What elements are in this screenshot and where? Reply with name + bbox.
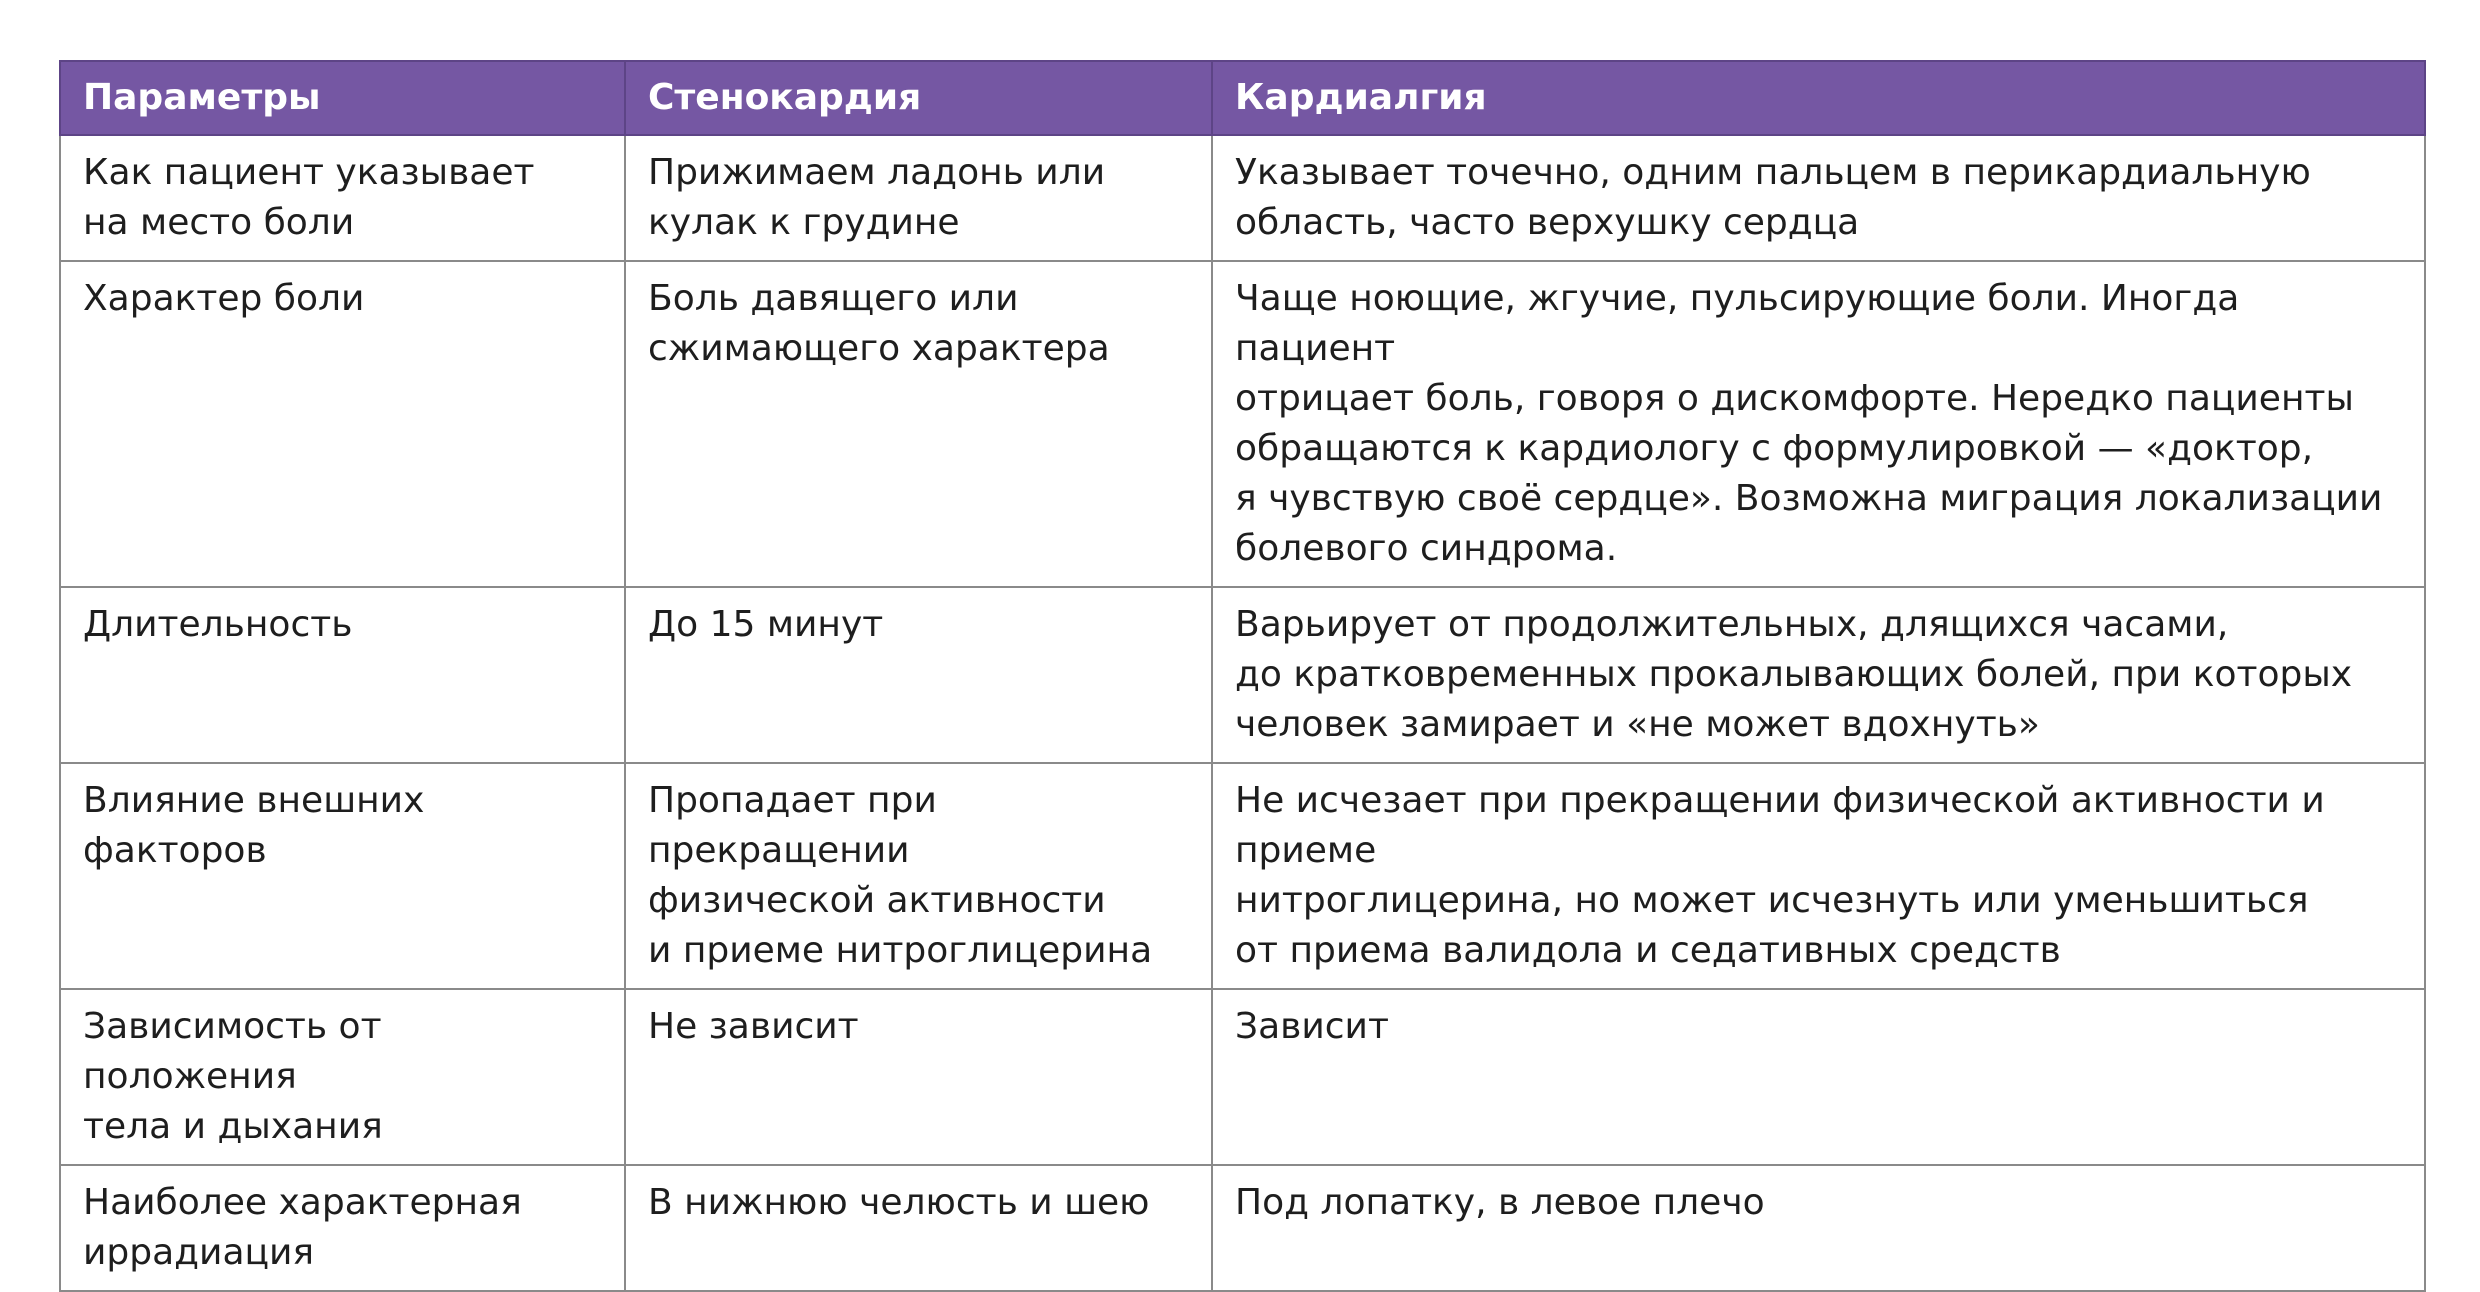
table-body <box>60 135 2425 1291</box>
table-row <box>60 763 2425 989</box>
cell-angina: В нижнюю челюсть и шею <box>625 1165 1212 1291</box>
table-row <box>60 261 2425 587</box>
cell-angina: Боль давящего или сжимающего характера <box>625 261 1212 587</box>
cell-angina: Прижимаем ладонь или кулак к грудине <box>625 135 1212 261</box>
header-parameters: Параметры <box>60 61 625 135</box>
comparison-table-container <box>59 60 2424 1292</box>
cell-cardialgia: Зависит <box>1212 989 2425 1165</box>
cell-parameter: Наиболее характерная иррадиация <box>60 1165 625 1291</box>
cell-cardialgia: Чаще ноющие, жгучие, пульсирующие боли. Иногда пациент отрицает боль, говоря о дискомфорте. Нередко пациенты обращаются к кардиологу с формулировкой — «доктор, я чувствую своё сердце». Возможна миграция локализации болевого синдрома. <box>1212 261 2425 587</box>
table-row <box>60 587 2425 763</box>
cell-parameter: Длительность <box>60 587 625 763</box>
comparison-table <box>59 60 2426 1292</box>
cell-angina: Не зависит <box>625 989 1212 1165</box>
header-row <box>60 61 2425 135</box>
cell-cardialgia: Не исчезает при прекращении физической активности и приеме нитроглицерина, но может исчезнуть или уменьшиться от приема валидола и седативных средств <box>1212 763 2425 989</box>
cell-parameter: Зависимость от положения тела и дыхания <box>60 989 625 1165</box>
table-row <box>60 1165 2425 1291</box>
cell-parameter: Влияние внешних факторов <box>60 763 625 989</box>
cell-parameter: Как пациент указывает на место боли <box>60 135 625 261</box>
header-angina: Стенокардия <box>625 61 1212 135</box>
cell-angina: Пропадает при прекращении физической активности и приеме нитроглицерина <box>625 763 1212 989</box>
cell-angina: До 15 минут <box>625 587 1212 763</box>
cell-parameter: Характер боли <box>60 261 625 587</box>
table-row <box>60 135 2425 261</box>
cell-cardialgia: Указывает точечно, одним пальцем в перикардиальную область, часто верхушку сердца <box>1212 135 2425 261</box>
table-row <box>60 989 2425 1165</box>
header-cardialgia: Кардиалгия <box>1212 61 2425 135</box>
cell-cardialgia: Варьирует от продолжительных, длящихся часами, до кратковременных прокалывающих болей, при которых человек замирает и «не может вдохнуть» <box>1212 587 2425 763</box>
table-header <box>60 61 2425 135</box>
cell-cardialgia: Под лопатку, в левое плечо <box>1212 1165 2425 1291</box>
